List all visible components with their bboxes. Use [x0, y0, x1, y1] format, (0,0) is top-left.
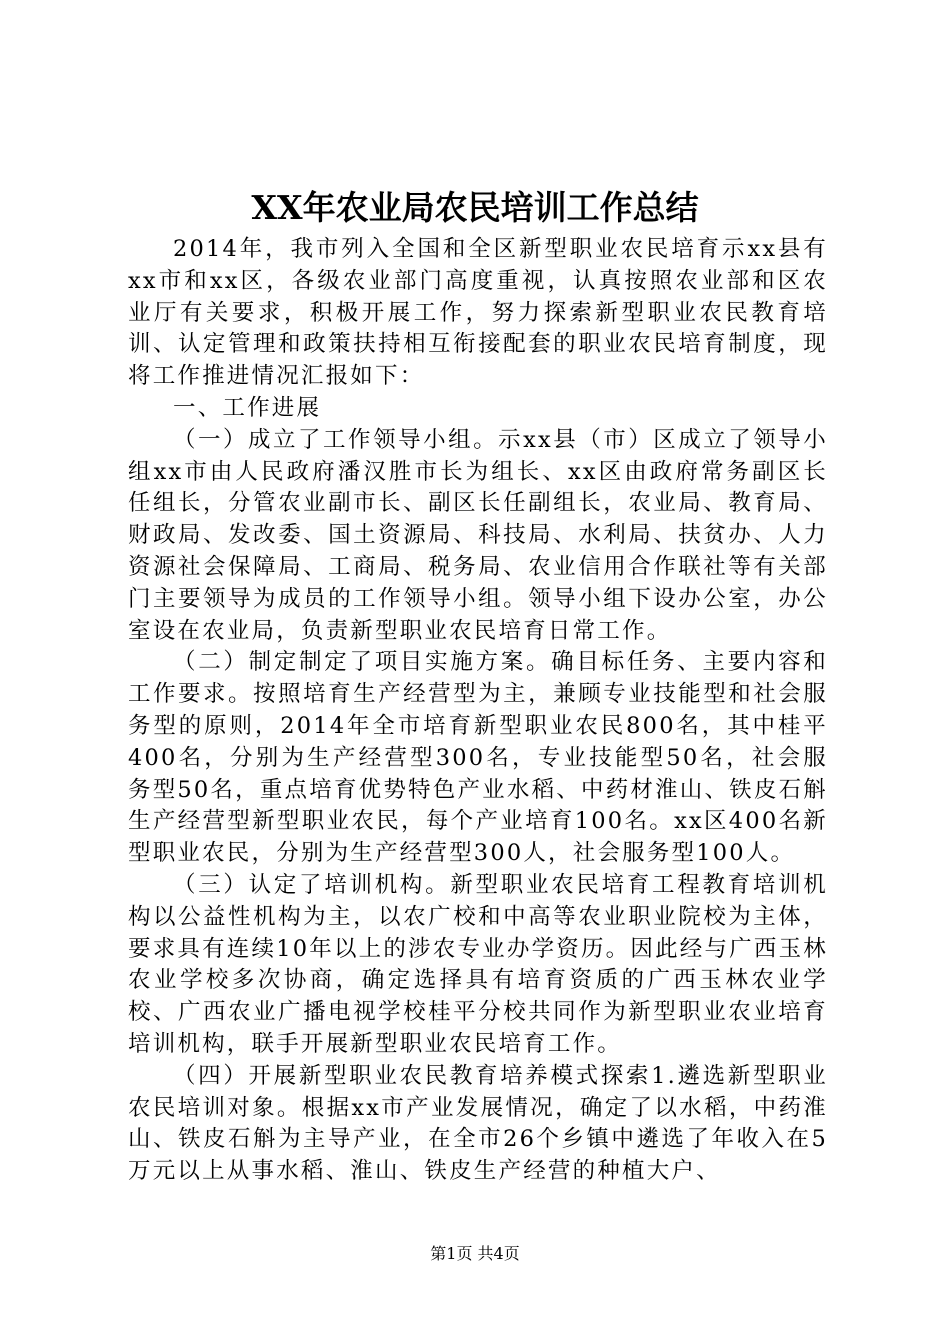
page-footer: 第1页 共4页 — [430, 1244, 520, 1263]
paragraph-training-model: （四）开展新型职业农民教育培养模式探索1.遴选新型职业农民培训对象。根据xx市产业发展情况，确定了以水稻，中药淮山、铁皮石斛为主导产业，在全市26个乡镇中遴选了年收入在5万元以上从事水稻、淮山、铁皮生产经营的种植大户、 — [128, 1062, 828, 1185]
section-heading-progress: 一、工作进展 — [173, 394, 322, 421]
paragraph-leadership-group: （一）成立了工作领导小组。示xx县（市）区成立了领导小组xx市由人民政府潘汉胜市长为组长、xx区由政府常务副区长任组长，分管农业副市长、副区长任副组长，农业局、教育局、财政局、发改委、国土资源局、科技局、水利局、扶贫办、人力资源社会保障局、工商局、税务局、农业信用合作联社等有关部门主要领导为成员的工作领导小组。领导小组下设办公室，办公室设在农业局，负责新型职业农民培育日常工作。 — [128, 426, 828, 644]
paragraph-intro: 2014年，我市列入全国和全区新型职业农民培育示xx县有xx市和xx区，各级农业部门高度重视，认真按照农业部和区农业厅有关要求，积极开展工作，努力探索新型职业农民教育培训、认定管理和政策扶持相互衔接配套的职业农民培育制度，现将工作推进情况汇报如下： — [128, 236, 828, 390]
paragraph-training-institutions: （三）认定了培训机构。新型职业农民培育工程教育培训机构以公益性机构为主，以农广校和中高等农业职业院校为主体，要求具有连续10年以上的涉农专业办学资历。因此经与广西玉林农业学校多次协商，确定选择具有培育资质的广西玉林农业学校、广西农业广播电视学校桂平分校共同作为新型职业农业培育培训机构，联手开展新型职业农民培育工作。 — [128, 871, 828, 1057]
paragraph-implementation-plan: （二）制定制定了项目实施方案。确目标任务、主要内容和工作要求。按照培育生产经营型为主，兼顾专业技能型和社会服务型的原则，2014年全市培育新型职业农民800名，其中桂平400名，分别为生产经营型300名，专业技能型50名，社会服务型50名，重点培育优势特色产业水稻、中药材淮山、铁皮石斛生产经营型新型职业农民，每个产业培育100名。xx区400名新型职业农民，分别为生产经营型300人，社会服务型100人。 — [128, 649, 828, 867]
document-title: XX年农业局农民培训工作总结 — [251, 188, 699, 227]
document-body — [128, 234, 828, 1188]
